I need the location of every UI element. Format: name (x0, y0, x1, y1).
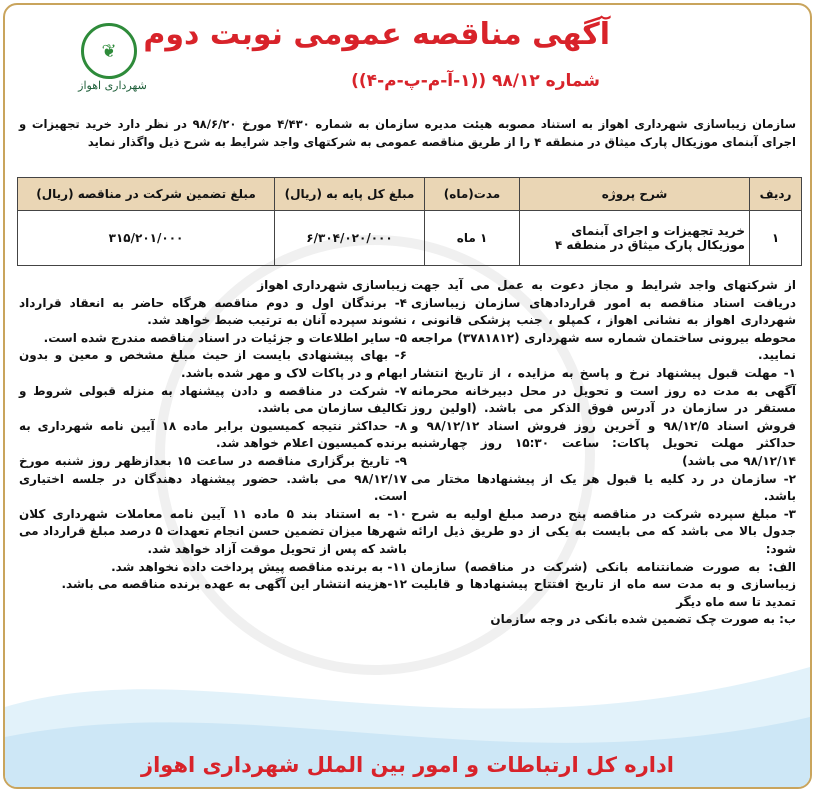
notice-page (3, 3, 812, 789)
cell-description: خرید تجهیزات و اجرای آبنمای موزیکال پارک میثاق در منطقه ۴ (520, 211, 750, 266)
page-title: آگهی مناقصه عمومی نوبت دوم (143, 17, 610, 52)
clause-10: ۱۰- به استناد بند ۵ ماده ۱۱ آیین نامه معاملات شهرداری کلان شهرها میزان تضمین حسن انجام تعهدات ۵ درصد مبلغ قرارداد می باشد که پس از تحویل موقت آزاد خواهد شد. (19, 506, 407, 556)
right-column (411, 277, 796, 629)
table-header-row (18, 178, 802, 211)
clause-1: ۱- مهلت قبول پیشنهاد نرخ و پاسخ به مزایده ، از تاریخ انتشار آگهی به مدت ده روز است و تحویل در محل دبیرخانه محرمانه مستقر در سازمان در آدرس فوق الذکر می باشد. (اولین روز فروش اسناد ۹۸/۱۲/۵ و آخرین روز فروش اسناد ۹۸/۱۲/۱۲ و حداکثر مهلت تحویل پاکات: ساعت ۱۵:۳۰ روز چهارشنبه ۹۸/۱۲/۱۴ می باشد) (411, 365, 797, 468)
clause-3-a: الف: به صورت ضمانتنامه بانکی (شرکت در مناقصه) سازمان زیباسازی و به مدت سه ماه از تاریخ افتتاح پیشنهادها و قابلیت تمدید تا سه ماه دیگر (411, 559, 796, 609)
clause-7: ۷- شرکت در مناقصه و دادن پیشنهاد به منزله قبولی شروط و تکالیف سازمان می باشد. (19, 383, 407, 416)
footer-signature: اداره کل ارتباطات و امور بین الملل شهرداری اهواز (141, 753, 674, 777)
cell-guarantee: ۳۱۵/۲۰۱/۰۰۰ (18, 211, 275, 266)
clause-5: ۵- سایر اطلاعات و جزئیات در اسناد مناقصه مندرج شده است. (43, 330, 407, 345)
clause-9: ۹- تاریخ برگزاری مناقصه در ساعت ۱۵ بعدازظهر روز شنبه مورخ ۹۸/۱۲/۱۷ می باشد. حضور پیشنهاد دهندگان در جلسه اختیاری است. (19, 453, 407, 504)
logo-caption: شهرداری اهواز (78, 79, 147, 92)
invitation-paragraph: از شرکتهای واجد شرایط و مجاز دعوت به عمل می آید جهت دریافت اسناد مناقصه به امور قراردادهای سازمان زیباسازی شهرداری اهواز به نشانی اهواز ، کمپلو ، جنب پزشکی قانونی ، محوطه بیرونی ساختمان شماره سه شهرداری (۳۷۸۱۸۱۲) مراجعه نمایید. (411, 278, 796, 363)
tender-number: شماره ۹۸/۱۲ ((۱-آ-م-پ-م-۴)) (351, 71, 600, 91)
table-row (18, 211, 802, 266)
tender-table (17, 177, 802, 266)
clause-8: ۸- حداکثر نتیجه کمیسیون برابر ماده ۱۸ آیین نامه شهرداری به برنده کمیسیون اعلام خواهد شد. (19, 418, 407, 451)
header-cell-description: شرح پروژه (520, 178, 750, 211)
clause-3-b: ب: به صورت چک تضمین شده بانکی در وجه سازمان (490, 612, 796, 627)
clause-2: ۲- سازمان در رد کلیه یا قبول هر یک از پیشنهادها مختار می باشد. (411, 471, 796, 504)
cell-base-amount: ۶/۳۰۴/۰۲۰/۰۰۰ (275, 211, 425, 266)
header-cell-duration: مدت(ماه) (425, 178, 520, 211)
clause-12: ۱۲-هزینه انتشار این آگهی به عهده برنده مناقصه می باشد. (61, 577, 407, 592)
left-column (19, 277, 407, 594)
clause-3: ۳- مبلغ سپرده شرکت در مناقصه پنج درصد مبلغ اولیه به شرح جدول بالا می باشد که می بایست به یکی از دو طریق ذیل ارائه شود: (411, 506, 796, 556)
header-cell-base-amount: مبلغ کل پایه به (ریال) (275, 178, 425, 211)
clause-6: ۶- بهای پیشنهادی بایست از حیث مبلغ مشخص و معین و بدون ابهام و در پاکات لاک و مهر شده باشد. (19, 348, 407, 380)
clause-3-b-continued: زیباسازی شهرداری اهواز (257, 278, 407, 292)
cell-row-number: ۱ (750, 211, 802, 266)
clause-11: ۱۱- به برنده مناقصه پیش پرداخت داده نخواهد شد. (111, 559, 407, 574)
intro-paragraph: سازمان زیباسازی شهرداری اهواز به استناد مصوبه هیئت مدیره سازمان به شماره ۴/۴۳۰ مورخ ۹۸/۶/۲۰ در نظر دارد خرید تجهیزات و اجرای آبنمای موزیکال پارک میثاق در منطقه ۴ را از طریق مناقصه عمومی به شرکتهای واجد شرایط به شرح ذیل واگذار نماید (19, 117, 796, 149)
header (5, 5, 810, 115)
logo-emblem-icon: ❦ (81, 23, 137, 79)
header-cell-row: ردیف (750, 178, 802, 211)
clause-4: ۴- برندگان اول و دوم مناقصه هرگاه حاضر به انعقاد قرارداد نشوند سپرده آنان به ترتیب ضبط خواهد شد. (19, 295, 407, 328)
header-cell-guarantee: مبلغ تضمین شرکت در مناقصه (ریال) (18, 178, 275, 211)
cell-duration: ۱ ماه (425, 211, 520, 266)
